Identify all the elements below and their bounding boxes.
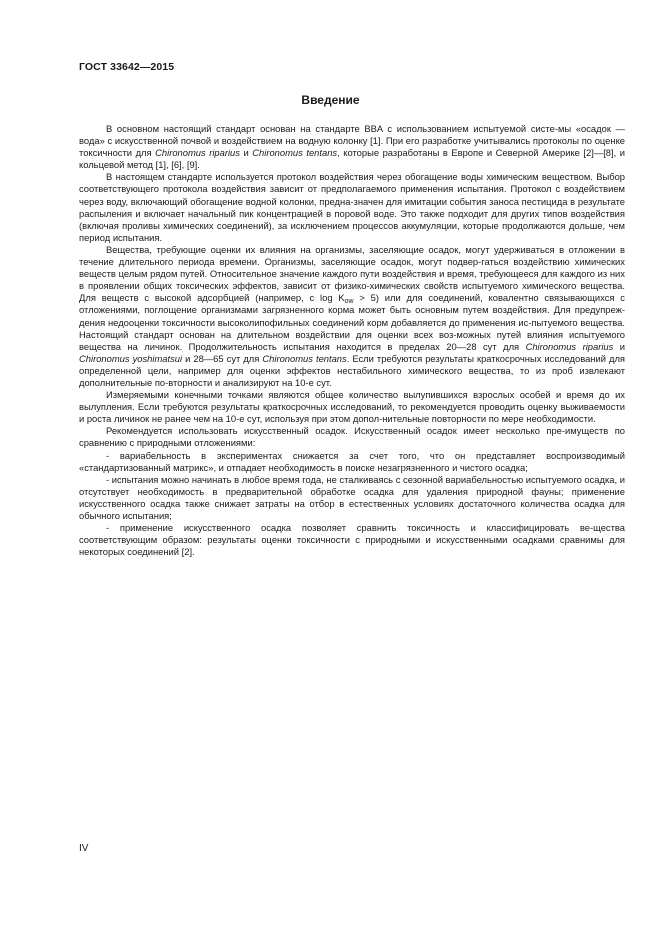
page-number: IV	[79, 843, 89, 854]
paragraph-text: В настоящем стандарте используется протокол воздействия через обогащение воды химическим веществом. Выбор соответствующего протокола воздействия зависит от предполагаемого применения испытания. Протокол с воздействием через воду, включающий обогащение водной колонки, предна-значен для имитации события заноса пестицида в результате распыления и включает начальный пик концентрацией в поровой воде. Это также подходит для других типов воздействия (включая проливы химических соединений), за исключением процессов аккумуляции, которые продолжаются дольше, чем период испытания.	[79, 171, 625, 243]
body-paragraph	[79, 522, 625, 558]
paragraph-text: Измеряемыми конечными точками являются общее количество вылупившихся взрослых особей и время до их вылупления. Если требуются результаты краткосрочных исследований, то рекомендуется проводить оценку выживаемости и роста личинок не ранее чем на 10-е сут, используя при этом допол-нительные повторности по мере необходимости.	[79, 389, 625, 425]
body-paragraph	[79, 474, 625, 522]
body-paragraph	[79, 425, 625, 449]
body-paragraph	[79, 123, 625, 171]
paragraph-text: . Если требуются результаты краткосрочных исследований для определенной цели, например для оценки эффектов нестабильного химического вещества, то из проб извлекают дополнительные по-вторности и анализируют на 10-е сут.	[79, 352, 625, 388]
paragraph-text: , которые разработаны в Европе и Северной Америке [2]—[8], и кольцевой метод [1], [6], [9].	[79, 147, 625, 171]
species-name: Chironomus yoshimatsui	[79, 352, 183, 364]
body-paragraph	[79, 171, 625, 244]
paragraph-text: Рекомендуется использовать искусственный осадок. Искусственный осадок имеет несколько пре-имуществ по сравнению с природными отложениями:	[79, 425, 625, 449]
species-name: Chironomus tentans	[252, 147, 338, 159]
paragraph-text: и	[613, 340, 625, 352]
paragraph-text: В основном настоящий стандарт основан на стандарте BBA с использованием испытуемой систе-мы «осадок — вода» с искусственной почвой и воздействием на водную колонку [1]. При его разработке учитывались протоколы по оценке токсичности для	[79, 123, 625, 159]
species-name: Chironomus riparius	[155, 147, 240, 159]
species-name: Chironomus riparius	[525, 340, 614, 352]
species-name: Chironomus tentans	[262, 352, 347, 364]
paragraph-text: Вещества, требующие оценки их влияния на организмы, заселяющие осадок, могут удерживаться в отложении в течение длительного периода времени. Организмы, заселяющие осадок, могут подвер-гаться воздействию химических веществ целым рядом путей. Относительное значение каждого пути воздействия и время, требующееся для каждого из них в проявлении общих токсических эффектов, зависит от физико-химических свойств испытуемого химического вещества. Для веществ с высокой адсорбцией (например, с log K	[79, 243, 625, 304]
body-paragraph	[79, 450, 625, 474]
paragraph-text: > 5) или для соединений, ковалентно связывающихся с отложениями, поглощение организмами загрязненного корма может быть основным путем воздействия. Для предупреж-дения недооценки токсичности высоколипофильных соединений корм добавляется до применения ис-пытуемого вещества. Настоящий стандарт основан на длительном воздействии для оценки всех воз-можных путей влияния испытуемого вещества на личинок. Продолжительность испытания находится в пределах 20—28 сут для	[79, 292, 625, 352]
document-body	[79, 123, 625, 558]
subscript-text: ow	[344, 298, 354, 306]
body-paragraph	[79, 244, 625, 389]
paragraph-text: и	[239, 147, 253, 159]
body-paragraph	[79, 389, 625, 425]
paragraph-text: - испытания можно начинать в любое время года, не сталкиваясь с сезонной вариабельностью испытуемого осадка, и отсутствует необходимость в предварительной обработке осадка для удаления природной фауны; применение искусственного осадка также снижает затраты на отбор в естественных условиях достаточного количества осадка для обычного испытания;	[79, 473, 625, 521]
paragraph-text: - вариабельность в экспериментах снижается за счет того, что он представляет воспроизводимый «стандартизованный матрикс», и отпадает необходимость в поиске незагрязненного и чистого осадка;	[79, 449, 625, 473]
standard-header: ГОСТ 33642—2015	[79, 61, 175, 73]
paragraph-text: - применение искусственного осадка позволяет сравнить токсичность и классифицировать ве-щества соответствующим образом: результаты оценки токсичности с природными и искусственными осадками сравнимы для некоторых соединений [2].	[79, 522, 625, 558]
paragraph-text: и 28—65 сут для	[182, 352, 263, 364]
section-title: Введение	[301, 93, 360, 107]
